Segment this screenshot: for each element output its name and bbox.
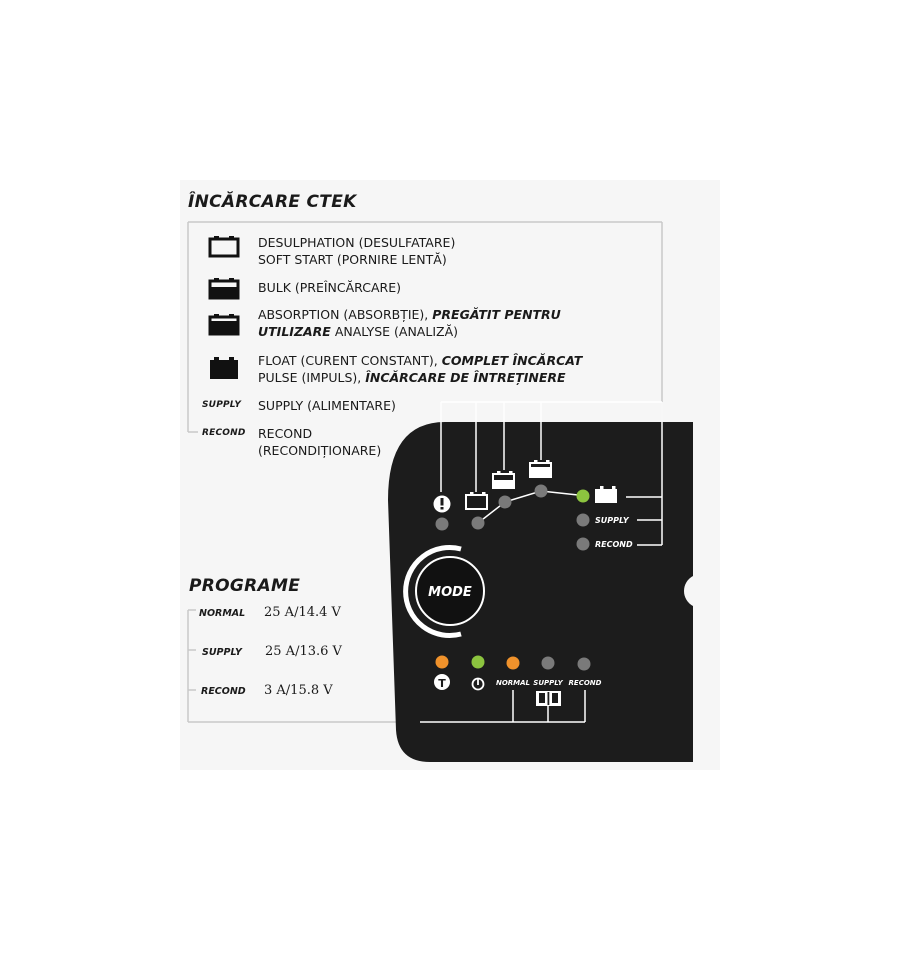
panel-battery-absorption-icon [530, 460, 551, 477]
led-recond [577, 538, 590, 551]
legend-supply: SUPPLY (ALIMENTARE) [258, 398, 396, 413]
mode-label: MODE [428, 585, 472, 600]
panel-label-program-recond: RECOND [568, 679, 602, 687]
recond-icon: RECOND [202, 428, 246, 438]
led-temperature [436, 656, 449, 669]
panel-label-program-supply: SUPPLY [533, 679, 563, 687]
supply-icon: SUPPLY [202, 400, 242, 410]
legend-absorption: ABSORPTION (ABSORBȚIE), PREGĂTIT PENTRU UTILIZARE ANALYSE (ANALIZĂ) [258, 307, 561, 339]
led-desulphation [472, 517, 485, 530]
program-label-normal: NORMAL [199, 608, 246, 619]
led-supply [577, 514, 590, 527]
program-label-supply: SUPPLY [202, 647, 242, 658]
charging-title: ÎNCĂRCARE CTEK [188, 192, 357, 212]
programs-title: PROGRAME [189, 576, 301, 596]
led-error [436, 518, 449, 531]
program-label-recond: RECOND [201, 686, 246, 697]
led-bulk [499, 496, 512, 509]
legend-recond: RECOND (RECONDIȚIONARE) [258, 426, 382, 458]
led-float [577, 490, 590, 503]
legend-float: FLOAT (CURENT CONSTANT), COMPLET ÎNCĂRCAT PULSE (IMPULS), ÎNCĂRCARE DE ÎNTREȚINERE [258, 353, 583, 385]
program-value-supply: 25 A/13.6 V [265, 644, 342, 659]
led-normal [507, 657, 520, 670]
error-icon [434, 496, 451, 513]
panel-label-normal: NORMAL [495, 679, 531, 687]
svg-text:T: T [438, 677, 446, 690]
panel-label-recond: RECOND [595, 540, 633, 549]
led-program-supply [542, 657, 555, 670]
book-icon [536, 691, 561, 706]
legend-desulphation: DESULPHATION (DESULFATARE) SOFT START (PORNIRE LENTĂ) [258, 235, 456, 267]
led-program-recond [578, 658, 591, 671]
led-power [472, 656, 485, 669]
led-absorption [535, 485, 548, 498]
panel-label-supply: SUPPLY [595, 516, 629, 525]
temperature-icon [434, 674, 450, 690]
program-value-normal: 25 A/14.4 V [264, 605, 341, 620]
legend-bulk: BULK (PREÎNCĂRCARE) [258, 280, 401, 295]
program-value-recond: 3 A/15.8 V [264, 683, 333, 698]
